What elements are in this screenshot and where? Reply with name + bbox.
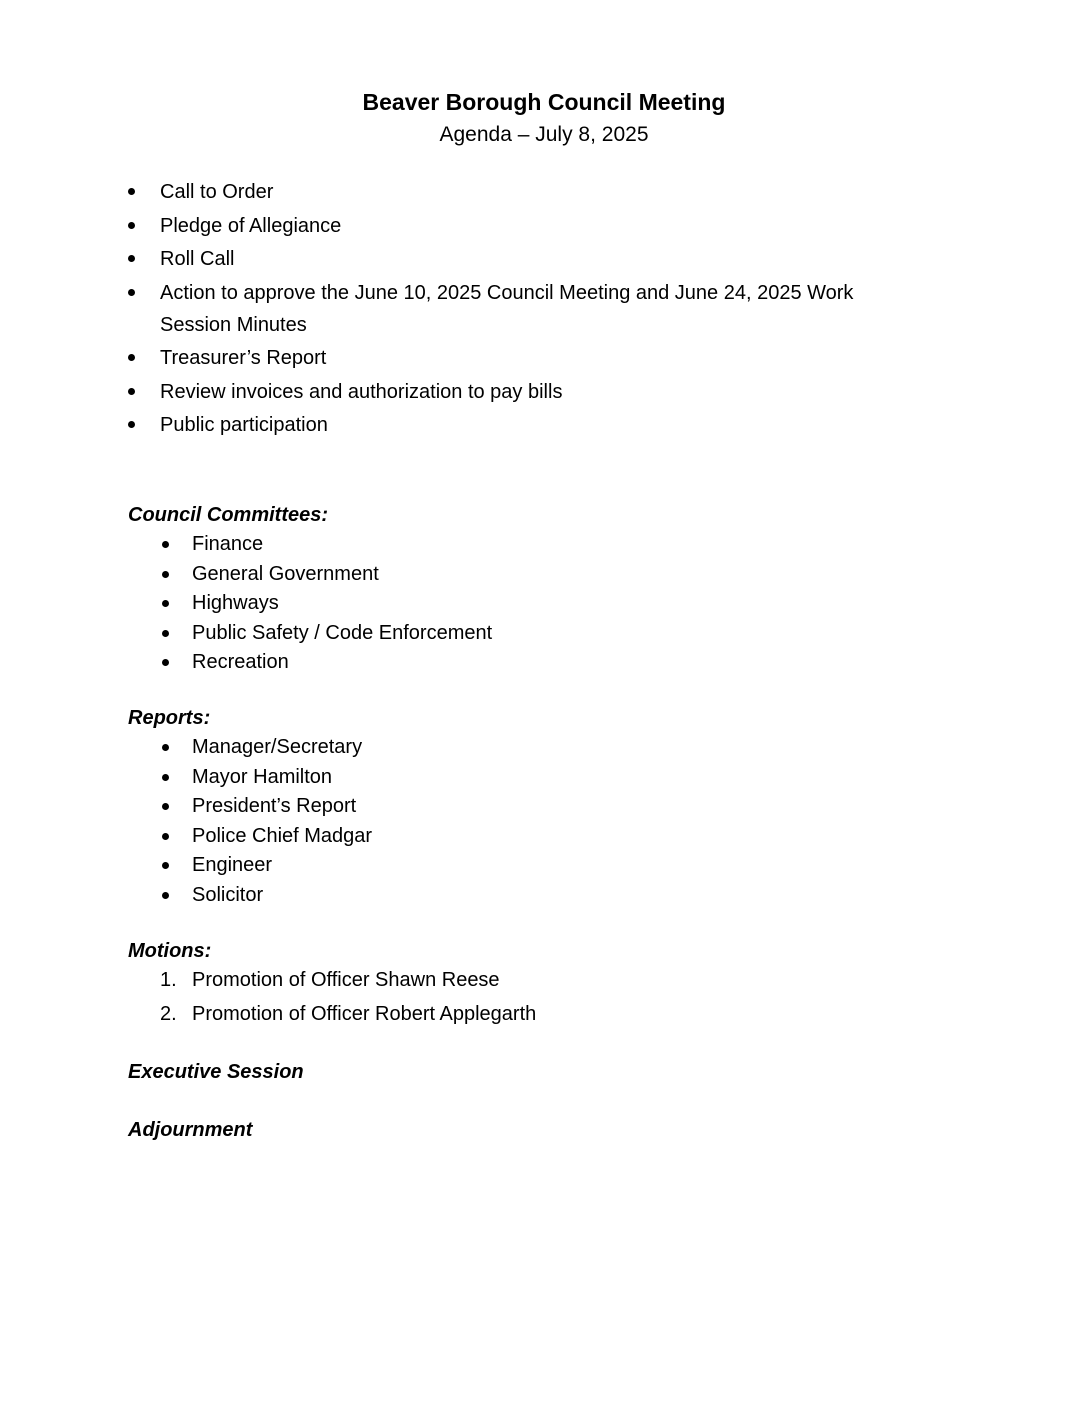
list-item xyxy=(160,792,860,822)
list-item-text: Manager/Secretary xyxy=(192,736,363,758)
agenda-item xyxy=(128,342,928,374)
bullet-icon xyxy=(128,388,135,395)
list-item-text: General Government xyxy=(192,562,379,585)
list-item-text: Highways xyxy=(192,592,279,615)
agenda-item xyxy=(128,277,928,341)
motion-text: Promotion of Officer Shawn Reese xyxy=(192,969,500,991)
bullet-icon xyxy=(128,354,135,361)
agenda-item xyxy=(128,210,928,242)
bullet-icon xyxy=(128,188,135,195)
agenda-item-text: Treasurer’s Report xyxy=(160,347,327,369)
agenda-item xyxy=(128,409,928,441)
bullet-icon xyxy=(162,571,169,578)
motion-item xyxy=(160,998,860,1030)
list-item-text: Solicitor xyxy=(192,883,264,906)
agenda-item-text: Pledge of Allegiance xyxy=(160,214,342,237)
reports-list xyxy=(160,733,860,911)
reports-heading: Reports: xyxy=(128,707,211,729)
list-item-text: President’s Report xyxy=(192,795,357,818)
agenda-item-text: Call to Order xyxy=(160,181,274,203)
agenda-item-text: Public participation xyxy=(160,414,328,436)
list-item xyxy=(160,881,860,911)
adjournment-heading: Adjournment xyxy=(128,1119,253,1141)
bullet-icon xyxy=(162,803,169,810)
list-item xyxy=(160,619,860,649)
agenda-item xyxy=(128,243,928,275)
bullet-icon xyxy=(128,421,135,428)
bullet-icon xyxy=(128,255,135,262)
list-item-text: Engineer xyxy=(192,854,273,877)
list-item xyxy=(160,763,860,793)
page-title: Beaver Borough Council Meeting xyxy=(362,89,726,115)
bullet-icon xyxy=(162,659,169,666)
bullet-icon xyxy=(128,222,135,229)
bullet-icon xyxy=(162,774,169,781)
committees-heading: Council Committees: xyxy=(128,504,329,526)
agenda-list xyxy=(128,176,928,443)
bullet-icon xyxy=(162,600,169,607)
bullet-icon xyxy=(162,744,169,751)
motion-number: 1. xyxy=(160,969,177,991)
executive-session-heading: Executive Session xyxy=(128,1061,304,1083)
motion-number: 2. xyxy=(160,1002,177,1025)
motions-heading: Motions: xyxy=(128,940,212,962)
motions-list xyxy=(160,964,860,1031)
list-item xyxy=(160,733,860,763)
list-item-text: Mayor Hamilton xyxy=(192,765,333,788)
bullet-icon xyxy=(162,541,169,548)
bullet-icon xyxy=(162,630,169,637)
page-subtitle: Agenda – July 8, 2025 xyxy=(439,123,649,146)
committees-list xyxy=(160,530,860,678)
list-item xyxy=(160,589,860,619)
bullet-icon xyxy=(162,862,169,869)
list-item xyxy=(160,822,860,852)
list-item xyxy=(160,560,860,590)
bullet-icon xyxy=(128,289,135,296)
agenda-item xyxy=(128,376,928,408)
agenda-item-text: Roll Call xyxy=(160,248,235,270)
motion-item xyxy=(160,964,860,996)
agenda-item-text: Review invoices and authorization to pay bills xyxy=(160,380,563,403)
bullet-icon xyxy=(162,892,169,899)
list-item-text: Public Safety / Code Enforcement xyxy=(192,621,493,644)
list-item-text: Police Chief Madgar xyxy=(192,824,373,847)
list-item xyxy=(160,648,860,678)
bullet-icon xyxy=(162,833,169,840)
list-item xyxy=(160,851,860,881)
list-item-text: Recreation xyxy=(192,651,289,674)
agenda-item xyxy=(128,176,928,208)
agenda-item-text: Action to approve the June 10, 2025 Council Meeting and June 24, 2025 Work Session Minutes xyxy=(160,281,854,336)
list-item-text: Finance xyxy=(192,533,264,555)
list-item xyxy=(160,530,860,560)
motion-text: Promotion of Officer Robert Applegarth xyxy=(192,1002,537,1025)
